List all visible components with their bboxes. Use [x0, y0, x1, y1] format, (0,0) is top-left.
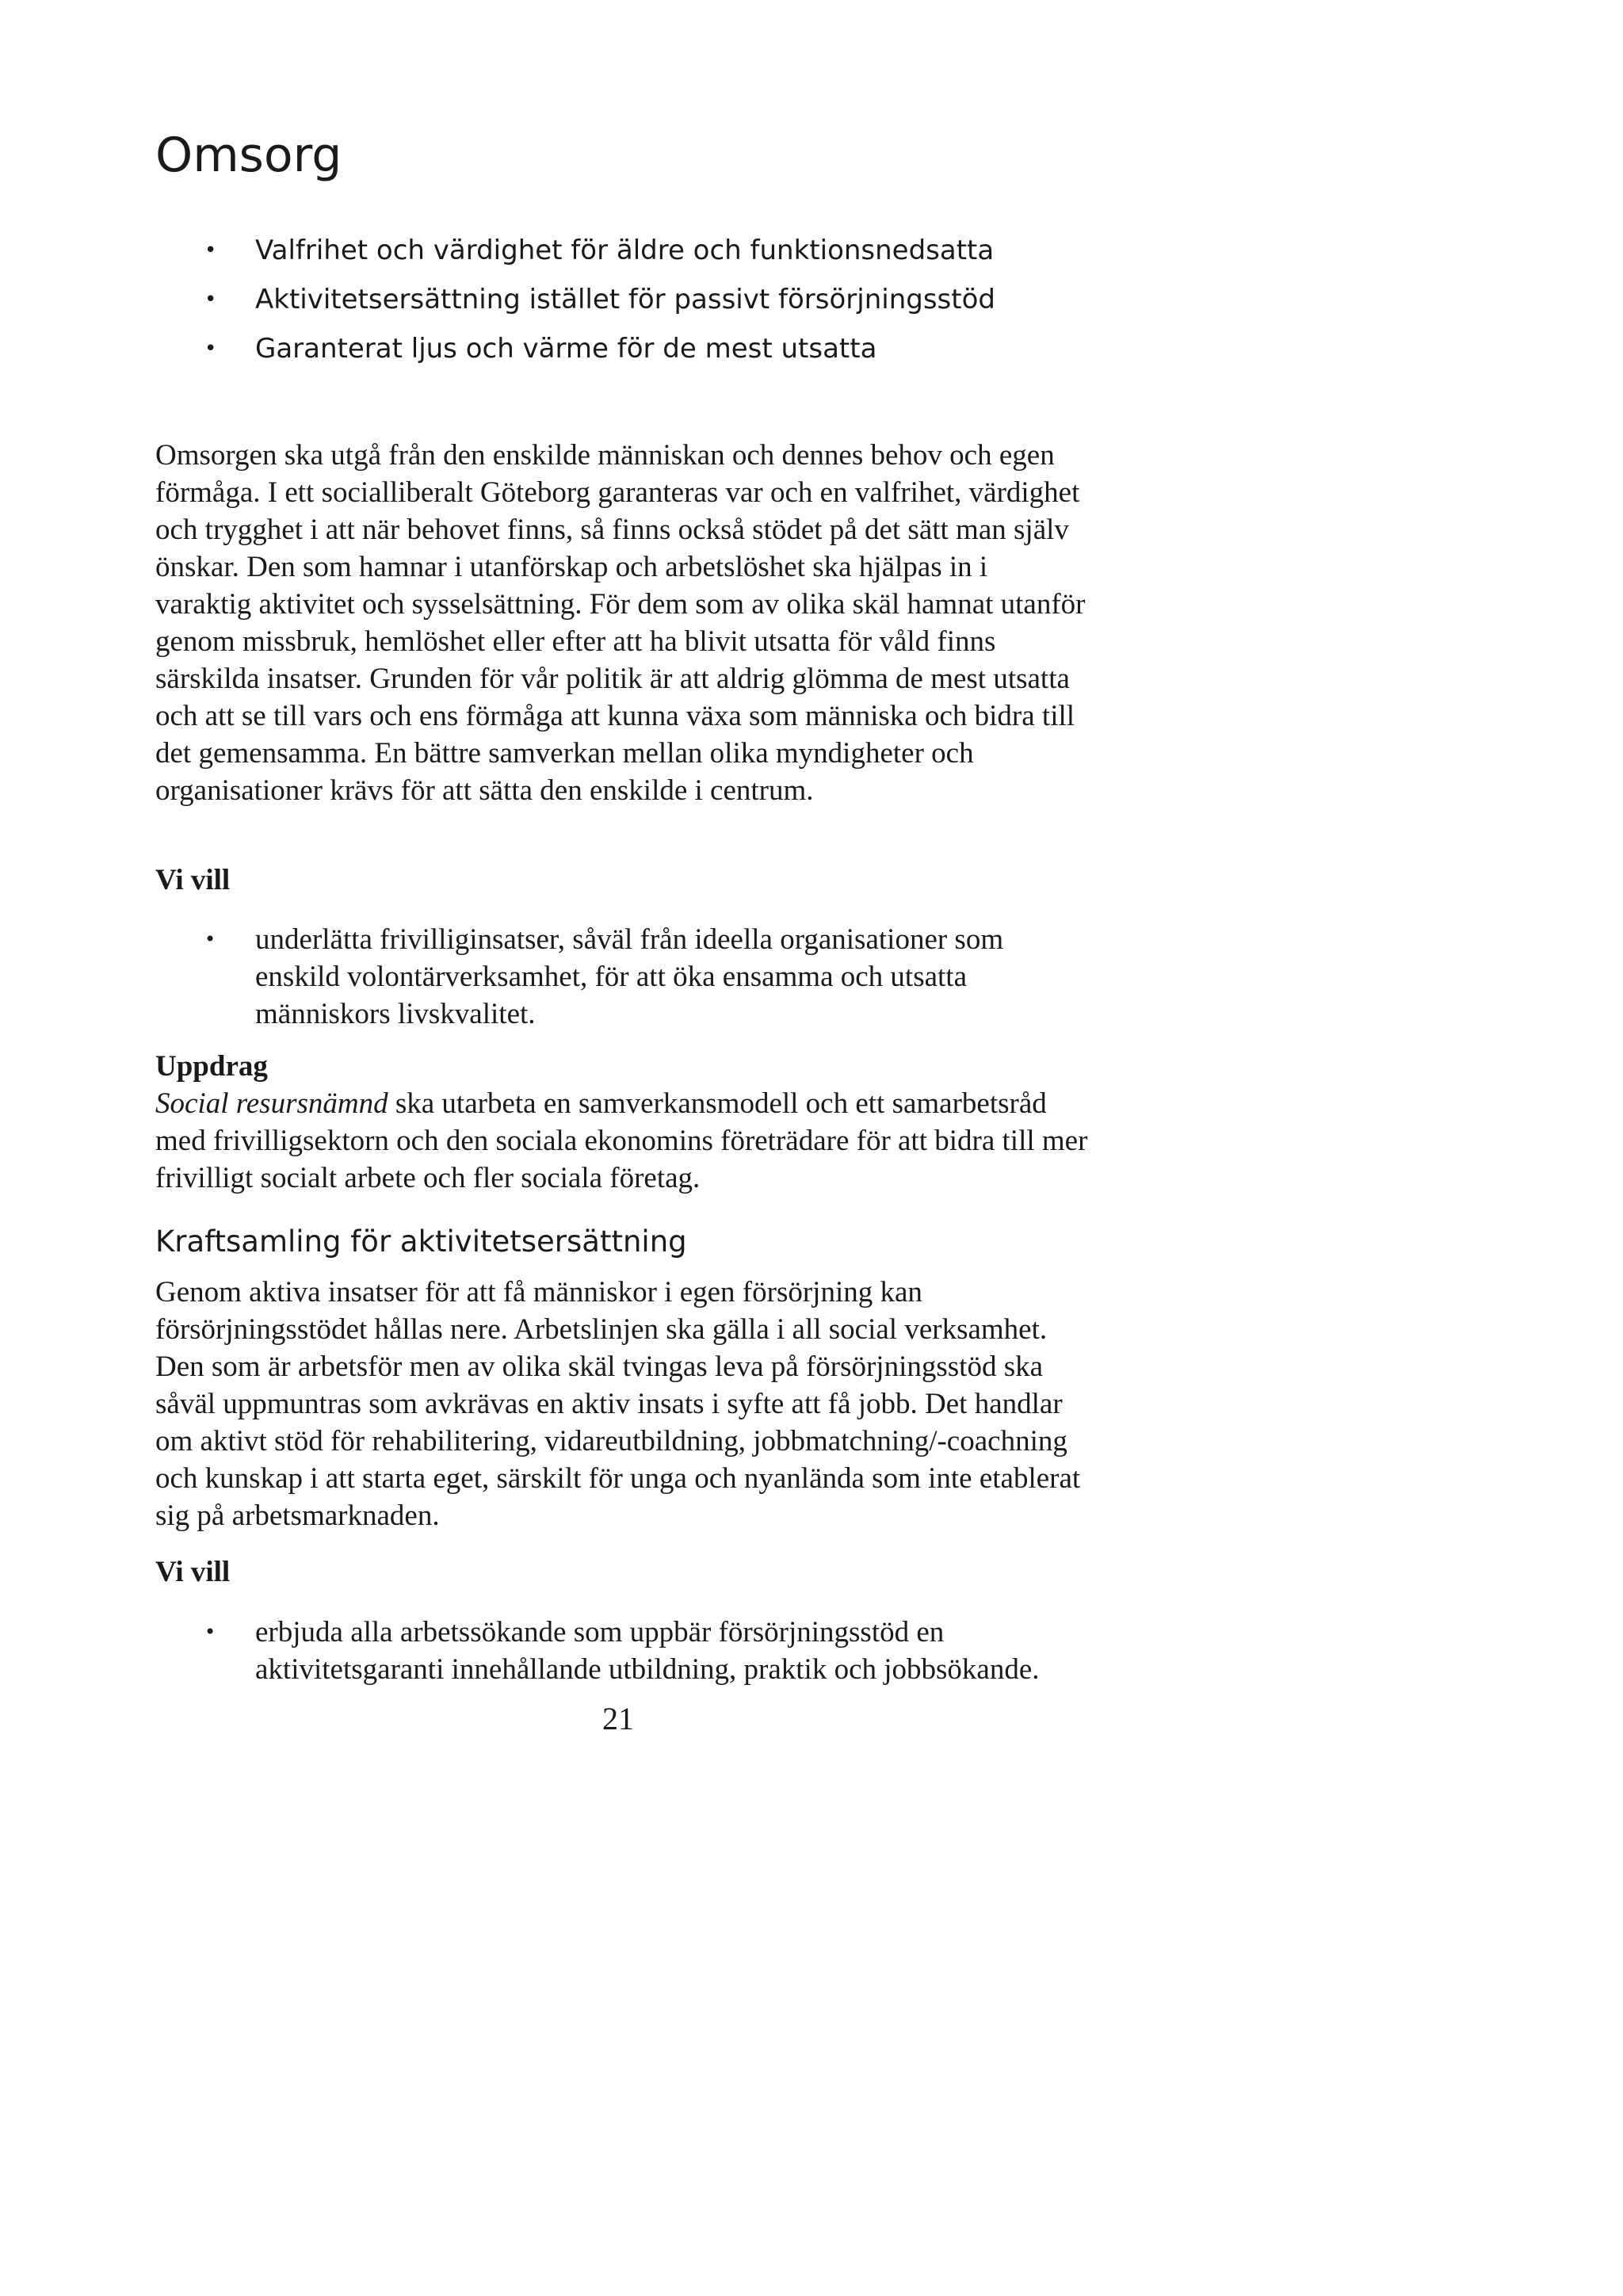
vi-vill-item: [155, 1614, 1090, 1688]
bullet-icon: •: [204, 288, 217, 311]
bullet-icon: •: [204, 1621, 216, 1643]
bullet-icon: •: [204, 337, 217, 361]
highlight-item: [155, 324, 1186, 373]
highlight-text: Valfrihet och värdighet för äldre och funktionsnedsatta: [255, 235, 995, 266]
bullet-icon: •: [204, 928, 216, 950]
uppdrag-paragraph: [155, 1085, 1090, 1197]
uppdrag-label: Uppdrag: [155, 1050, 268, 1083]
highlight-item: [155, 226, 1186, 275]
section-heading: Kraftsamling för aktivitetsersättning: [155, 1224, 687, 1259]
vi-vill-list: [155, 921, 1090, 1033]
highlight-item: [155, 275, 1186, 324]
vi-vill-text: erbjuda alla arbetssökande som uppbär försörjningsstöd en aktivitetsgaranti innehållande utbildning, praktik och jobbsökande.: [255, 1616, 1040, 1686]
vi-vill-label: Vi vill: [155, 864, 231, 896]
highlight-text: Garanterat ljus och värme för de mest utsatta: [255, 333, 877, 365]
vi-vill-text: underlätta frivilliginsatser, såväl från ideella organisationer som enskild volontärverksamhet, för att öka ensamma och utsatta människors livskvalitet.: [255, 923, 1004, 1030]
uppdrag-text: ska utarbeta en samverkansmodell och ett samarbetsråd med frivilligsektorn och den sociala ekonomins företrädare för att bidra till mer frivilligt socialt arbete och fler sociala företag.: [155, 1087, 1088, 1194]
intro-paragraph: Omsorgen ska utgå från den enskilde människan och dennes behov och egen förmåga. I ett socialliberalt Göteborg garanteras var och en valfrihet, värdighet och trygghet i att när behovet finns, så finns också stödet på det sätt man själv önskar. Den som hamnar i utanförskap och arbetslöshet ska hjälpas in i varaktig aktivitet och sysselsättning. För dem som av olika skäl hamnat utanför genom missbruk, hemlöshet eller efter att ha blivit utsatta för våld finns särskilda insatser. Grunden för vår politik är att aldrig glömma de mest utsatta och att se till vars och ens förmåga att kunna växa som människa och bidra till det gemensamma. En bättre samverkan mellan olika myndigheter och organisationer krävs för att sätta den enskilde i centrum.: [155, 439, 1086, 807]
committee-name: Social resursnämnd: [155, 1087, 388, 1120]
highlight-text: Aktivitetsersättning istället för passivt försörjningsstöd: [255, 284, 995, 315]
section-paragraph: Genom aktiva insatser för att få människor i egen försörjning kan försörjningsstödet hållas nere. Arbetslinjen ska gälla i all social verksamhet. Den som är arbetsför men av olika skäl tvingas leva på försörjningsstöd ska såväl uppmuntras som avkrävas en aktiv insats i syfte att få jobb. Det handlar om aktivt stöd för rehabilitering, vidareutbildning, jobbmatchning/-coachning och kunskap i att starta eget, särskilt för unga och nyanlända som inte etablerat sig på arbetsmarknaden.: [155, 1276, 1081, 1532]
vi-vill-label: Vi vill: [155, 1556, 231, 1588]
page-number: 21: [602, 1701, 634, 1736]
page-title: Omsorg: [155, 128, 342, 183]
vi-vill-list: [155, 1614, 1090, 1688]
bullet-icon: •: [204, 239, 217, 262]
highlights-list: [155, 226, 1186, 373]
vi-vill-item: [155, 921, 1090, 1033]
